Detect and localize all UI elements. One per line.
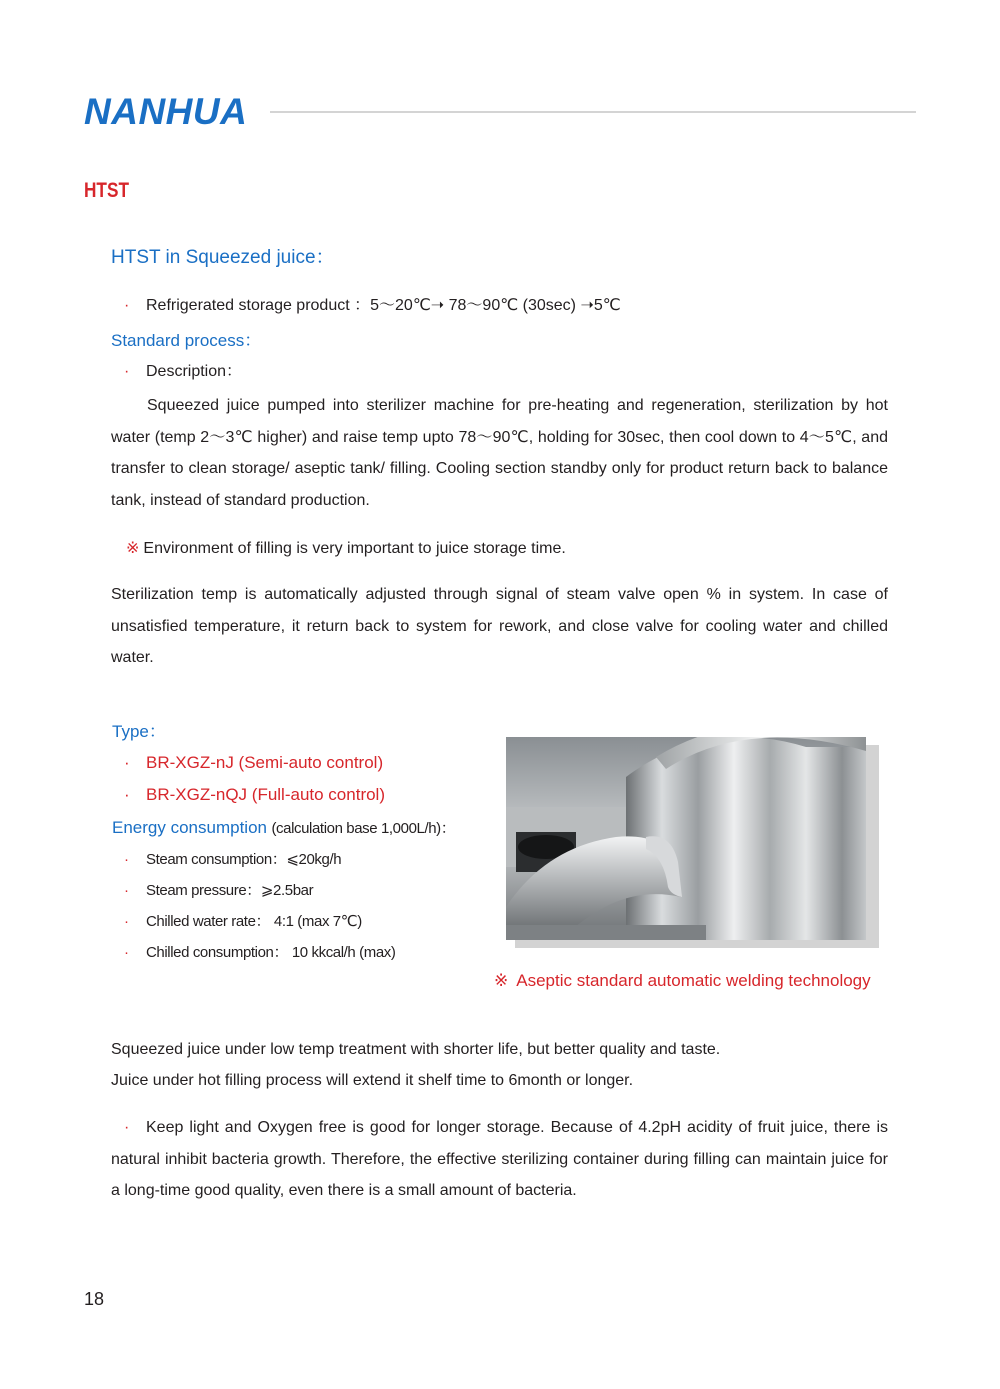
note-text: Environment of filling is very important to juice storage time.: [143, 540, 566, 557]
htst-heading: HTST in Squeezed juice：: [111, 247, 335, 268]
type-item: [124, 753, 383, 773]
energy-heading: Energy consumption: [112, 818, 267, 837]
oxygen-paragraph-text: Keep light and Oxygen free is good for longer storage. Because of 4.2pH acidity of fruit juice, there is natural inhibit bacteria growth. Therefore, the effective sterilizing container during filling can maintain juice for a long-time good quality, even there is a small amount of bacteria.: [111, 1119, 888, 1199]
header-divider: [270, 111, 916, 113]
closing-line-2: Juice under hot filling process will extend it shelf time to 6month or longer.: [111, 1072, 634, 1089]
energy-heading-line: [112, 818, 455, 839]
photo-caption: [494, 971, 871, 991]
caption-text: Aseptic standard automatic welding technology: [516, 971, 871, 990]
energy-item-label: Chilled water rate： 4:1 (max 7℃): [146, 913, 362, 930]
bullet-icon: ·: [124, 944, 129, 961]
refrigerated-text: Refrigerated storage product ：5～20℃➝ 78～90℃ (30sec) ➝5℃: [146, 297, 621, 314]
welding-photo: [506, 737, 866, 940]
energy-item: [124, 912, 362, 932]
energy-item-label: Steam pressure：⩾2.5bar: [146, 882, 314, 899]
energy-item: [124, 881, 313, 901]
bullet-icon: ·: [124, 1119, 130, 1136]
bullet-icon: ·: [124, 785, 130, 804]
oxygen-paragraph: [111, 1112, 888, 1207]
section-title: HTST: [84, 179, 129, 202]
caption-mark-icon: ※: [494, 971, 509, 990]
refrigerated-line: [124, 296, 621, 316]
type-heading: Type：: [112, 722, 166, 741]
bullet-icon: ·: [124, 882, 129, 899]
bullet-icon: ·: [124, 913, 129, 930]
brand-logo: NANHUA: [84, 91, 248, 132]
energy-item: [124, 943, 395, 963]
sterilization-paragraph: Sterilization temp is automatically adjusted through signal of steam valve open % in system. In case of unsatisfied temperature, it return back to system for rework, and close valve for cooling water and chilled water.: [111, 586, 888, 666]
page-number: 18: [84, 1289, 105, 1309]
standard-process-heading: Standard process：: [111, 331, 262, 350]
energy-item: [124, 850, 341, 870]
description-label: Description：: [146, 363, 243, 380]
description-paragraph: Squeezed juice pumped into sterilizer machine for pre-heating and regeneration, sterilization by hot water (temp 2～3℃ higher) and raise temp upto 78～90℃, holding for 30sec, then cool down to 4～5℃, and transfer to clean storage/ aseptic tank/ filling. Cooling section standby only for product return back to balance tank, instead of standard production.: [111, 397, 888, 509]
description-label-line: [124, 362, 242, 382]
bullet-icon: ·: [124, 753, 130, 772]
type-item: [124, 785, 385, 805]
bullet-icon: ·: [124, 851, 129, 868]
bullet-icon: ·: [124, 363, 130, 380]
type-item-label: BR-XGZ-nJ (Semi-auto control): [146, 753, 384, 772]
energy-item-label: Steam consumption：⩽20kg/h: [146, 851, 342, 868]
energy-subheading: (calculation base 1,000L/h)：: [271, 820, 456, 837]
note-mark-icon: ※: [126, 540, 140, 557]
closing-line-1: Squeezed juice under low temp treatment with shorter life, but better quality and taste.: [111, 1041, 721, 1058]
energy-item-label: Chilled consumption： 10 kkcal/h (max): [146, 944, 396, 961]
filling-environment-note: [126, 539, 566, 559]
type-item-label: BR-XGZ-nQJ (Full-auto control): [146, 785, 385, 804]
bullet-icon: ·: [124, 297, 130, 314]
